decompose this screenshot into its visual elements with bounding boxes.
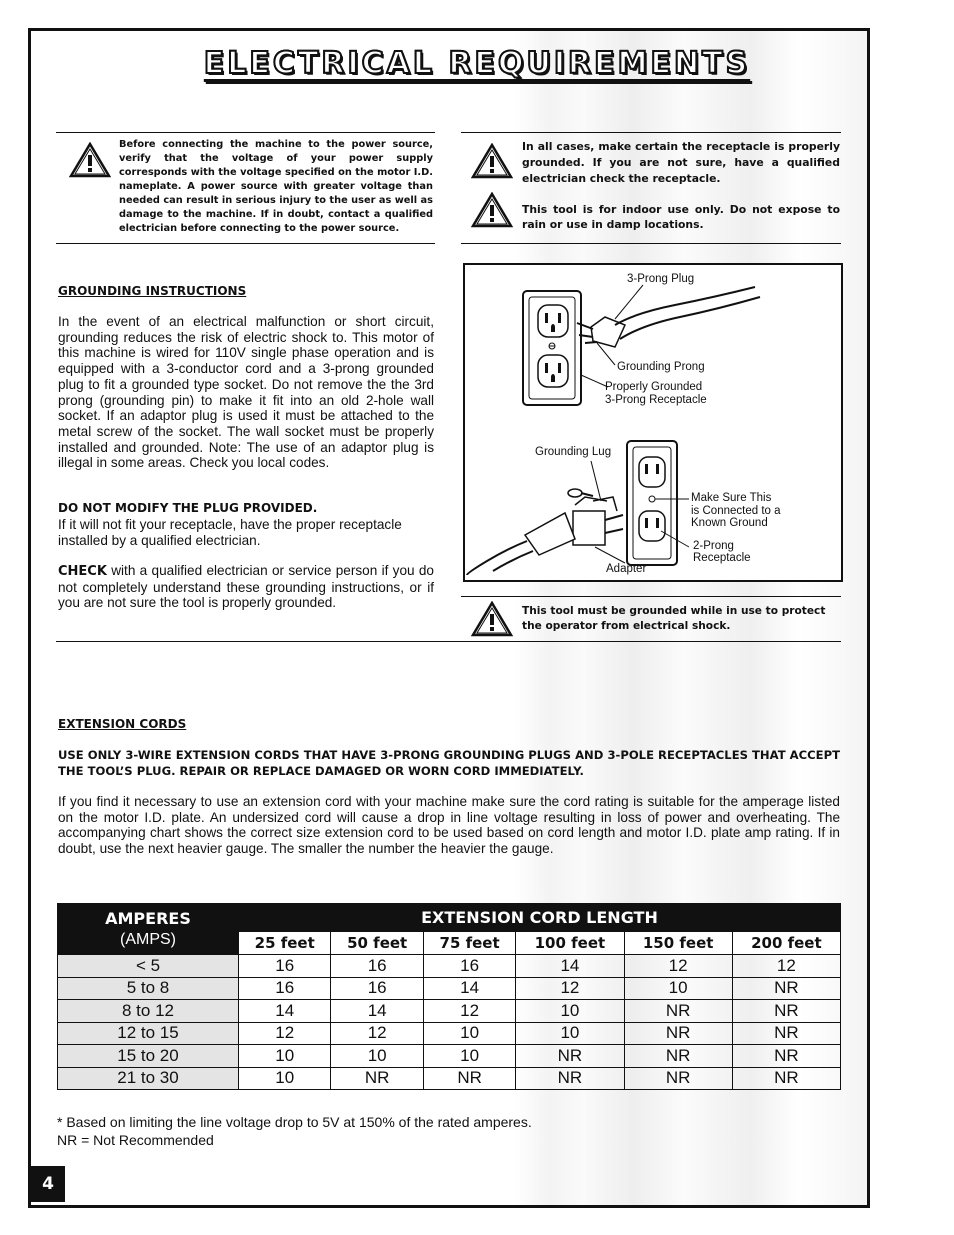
- page-number: 4: [31, 1166, 65, 1202]
- gauge-cell: NR: [732, 1022, 840, 1045]
- modify-body: If it will not fit your receptacle, have the proper receptacle installed by a qualified electrician.: [58, 517, 402, 548]
- label-2-prong-2: Receptacle: [693, 552, 751, 564]
- gauge-cell: 12: [516, 977, 624, 1000]
- col-header: 150 feet: [624, 931, 732, 954]
- gauge-cell: 10: [516, 1022, 624, 1045]
- warning-box-grounded: [461, 596, 841, 642]
- gauge-cell: NR: [516, 1067, 624, 1090]
- warning-box-receptacle: [461, 132, 841, 244]
- extension-body: If you find it necessary to use an extension cord with your machine make sure the cord rating is suitable for the amperage listed on the motor I.D. plate. An undersized cord will cause a drop in line voltage resulting in loss of power and overheating. The accompanying chart shows the correct size extension cord to be used based on cord length and motor I.D. plate amp rating. If in doubt, use the next heavier gauge. The smaller the number the heavier the gauge.: [58, 794, 840, 857]
- length-header: EXTENSION CORD LENGTH: [239, 904, 841, 932]
- gauge-cell: NR: [732, 977, 840, 1000]
- label-ground-1: Make Sure This: [691, 492, 772, 504]
- gauge-cell: 16: [331, 955, 423, 978]
- warning-triangle-icon: [471, 143, 513, 179]
- gauge-cell: NR: [423, 1067, 515, 1090]
- check-paragraph: [58, 563, 434, 611]
- gauge-cell: NR: [331, 1067, 423, 1090]
- page-title: ELECTRICAL REQUIREMENTS: [203, 46, 751, 81]
- gauge-cell: 16: [239, 955, 331, 978]
- warning-text-receptacle: In all cases, make certain the receptacle is properly grounded. If you are not sure, have a qualified electrician check the receptacle.: [522, 140, 840, 185]
- check-word: CHECK: [58, 564, 107, 579]
- amps-subheader: (AMPS): [120, 931, 176, 948]
- gauge-cell: NR: [732, 1067, 840, 1090]
- gauge-cell: 14: [331, 1000, 423, 1023]
- amps-cell: 12 to 15: [58, 1022, 239, 1045]
- gauge-cell: NR: [732, 1045, 840, 1068]
- col-header: 200 feet: [732, 931, 840, 954]
- table-row: [58, 1000, 841, 1023]
- gauge-cell: 10: [239, 1067, 331, 1090]
- amps-cell: 8 to 12: [58, 1000, 239, 1023]
- extension-heading: EXTENSION CORDS: [58, 717, 187, 731]
- footnote-voltage: * Based on limiting the line voltage drop to 5V at 150% of the rated amperes.: [57, 1114, 532, 1130]
- gauge-cell: 14: [423, 977, 515, 1000]
- label-receptacle-1: Properly Grounded: [605, 381, 703, 393]
- amps-cell: 15 to 20: [58, 1045, 239, 1068]
- label-ground-2: is Connected to a: [691, 505, 781, 517]
- gauge-cell: 10: [624, 977, 732, 1000]
- plug-illustration: [465, 265, 841, 580]
- label-3-prong-plug: 3-Prong Plug: [627, 273, 695, 285]
- gauge-cell: NR: [732, 1000, 840, 1023]
- grounding-body: In the event of an electrical malfunction or short circuit, grounding reduces the risk of electric shock to. This motor of this machine is wired for 110V single phase operation and is equipped with a 3-conductor cord and a 3-prong grounded plug to fit a grounded type socket. Do not remove the the 3rd prong (grounding pin) to make it fit into an old 2-hole wall socket. If an adaptor plug is used it must be attached to the metal screw of the socket. The wall socket must be properly installed and grounded. Note: The use of an adaptor plug is illegal in some areas. Check you local codes.: [58, 314, 434, 471]
- amps-cell: 21 to 30: [58, 1067, 239, 1090]
- label-receptacle-2: 3-Prong Receptacle: [605, 394, 707, 406]
- gauge-cell: NR: [624, 1045, 732, 1068]
- gauge-cell: 12: [624, 955, 732, 978]
- gauge-cell: 16: [331, 977, 423, 1000]
- gauge-cell: 12: [732, 955, 840, 978]
- gauge-cell: NR: [624, 1067, 732, 1090]
- gauge-cell: 12: [331, 1022, 423, 1045]
- warning-triangle-icon: [471, 601, 513, 637]
- amps-cell: < 5: [58, 955, 239, 978]
- col-header: 50 feet: [331, 931, 423, 954]
- amps-cell: 5 to 8: [58, 977, 239, 1000]
- gauge-cell: 10: [331, 1045, 423, 1068]
- gauge-cell: 10: [516, 1000, 624, 1023]
- label-2-prong-1: 2-Prong: [693, 540, 734, 552]
- footnote-nr: NR = Not Recommended: [57, 1132, 214, 1148]
- gauge-cell: 10: [239, 1045, 331, 1068]
- label-grounding-prong: Grounding Prong: [617, 361, 705, 373]
- gauge-cell: 14: [239, 1000, 331, 1023]
- gauge-cell: 16: [239, 977, 331, 1000]
- label-adapter: Adapter: [606, 563, 647, 575]
- warning-text-grounded: This tool must be grounded while in use to protect the operator from electrical shock.: [522, 605, 826, 632]
- gauge-cell: 10: [423, 1045, 515, 1068]
- gauge-cell: NR: [516, 1045, 624, 1068]
- col-header: 100 feet: [516, 931, 624, 954]
- check-body: with a qualified electrician or service person if you do not completely understand these grounding instructions, or if you are not sure the tool is properly grounded.: [58, 563, 434, 611]
- table-row: [58, 977, 841, 1000]
- extension-caps-body: USE ONLY 3-WIRE EXTENSION CORDS THAT HAVE 3-PRONG GROUNDING PLUGS AND 3-POLE RECEPTACLES THAT ACCEPT THE TOOL’S PLUG. REPAIR OR REPLACE DAMAGED OR WORN CORD IMMEDIATELY.: [58, 748, 840, 778]
- amps-header: AMPERES: [105, 909, 191, 928]
- table-row: [58, 1022, 841, 1045]
- amps-header-cell: [58, 904, 239, 955]
- modify-heading: DO NOT MODIFY THE PLUG PROVIDED.: [58, 501, 318, 515]
- warning-text-indoor: This tool is for indoor use only. Do not expose to rain or use in damp locations.: [522, 203, 840, 231]
- table-row: [58, 955, 841, 978]
- label-grounding-lug: Grounding Lug: [535, 446, 612, 458]
- table-row: [58, 1045, 841, 1068]
- warning-triangle-icon: [69, 142, 111, 178]
- label-ground-3: Known Ground: [691, 517, 768, 529]
- gauge-cell: 10: [423, 1022, 515, 1045]
- gauge-cell: NR: [624, 1022, 732, 1045]
- col-header: 25 feet: [239, 931, 331, 954]
- col-header: 75 feet: [423, 931, 515, 954]
- gauge-cell: 12: [239, 1022, 331, 1045]
- extension-cord-table: [57, 903, 841, 1090]
- section-divider: [56, 641, 841, 642]
- gauge-cell: 16: [423, 955, 515, 978]
- gauge-cell: 12: [423, 1000, 515, 1023]
- gauge-cell: NR: [624, 1000, 732, 1023]
- grounding-heading: GROUNDING INSTRUCTIONS: [58, 284, 247, 298]
- warning-box-power: [56, 132, 435, 244]
- warning-text-power: Before connecting the machine to the power source, verify that the voltage of your power supply corresponds with the voltage specified on the motor I.D. nameplate. A power source with greater voltage than needed can result in serious injury to the user as well as damage to the machine. If in doubt, contact a qualified electrician before connecting to the power source.: [119, 139, 433, 234]
- warning-triangle-icon: [471, 192, 513, 228]
- table-row: [58, 1067, 841, 1090]
- gauge-cell: 14: [516, 955, 624, 978]
- plug-diagram: [463, 263, 843, 582]
